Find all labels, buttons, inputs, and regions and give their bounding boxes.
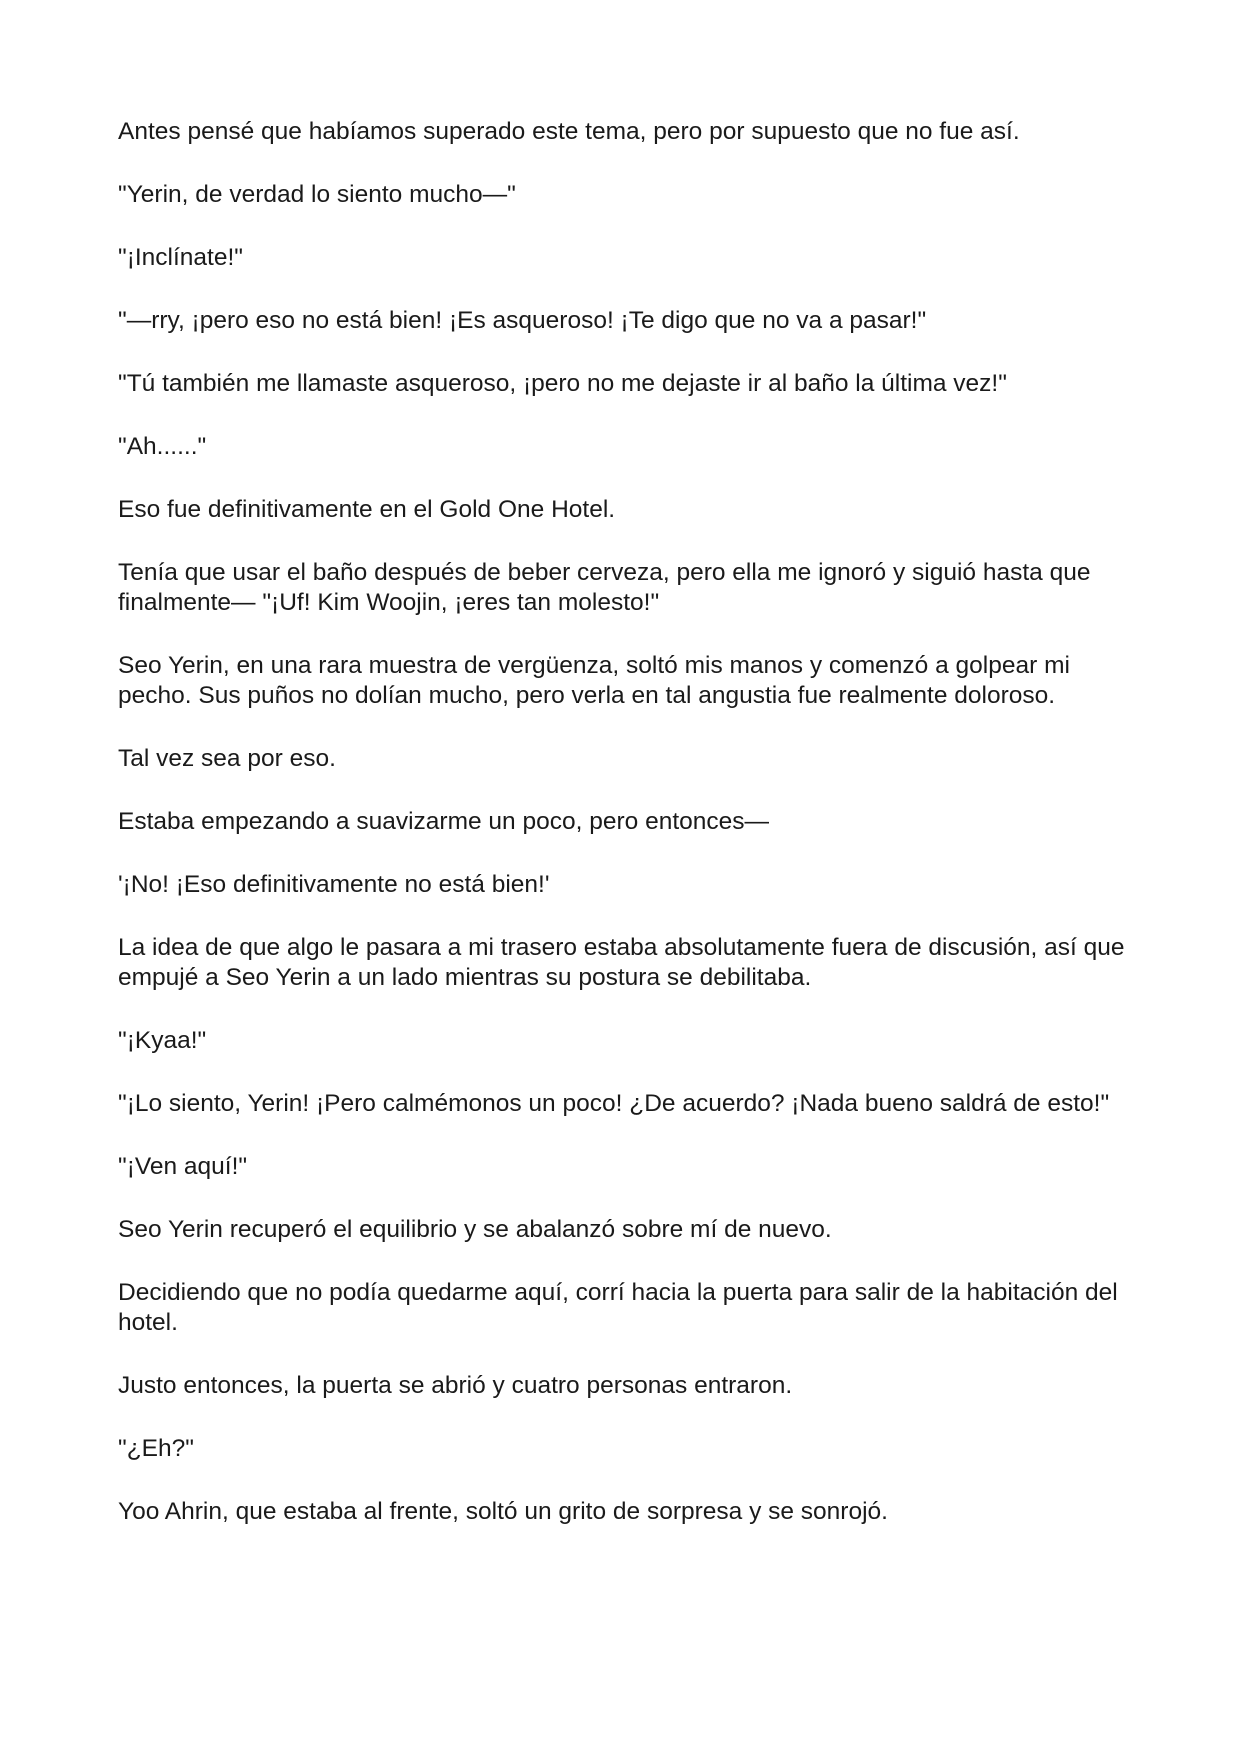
document-body <box>118 117 1128 1560</box>
paragraph-11: Estaba empezando a suavizarme un poco, pero entonces— <box>118 808 770 835</box>
paragraph-1: Antes pensé que habíamos superado este tema, pero por supuesto que no fue así. <box>118 118 1020 145</box>
paragraph-18: Decidiendo que no podía quedarme aquí, corrí hacia la puerta para salir de la habitación del hotel. <box>118 1279 1118 1336</box>
paragraph-16: "¡Ven aquí!" <box>118 1153 248 1180</box>
paragraph-7: Eso fue definitivamente en el Gold One Hotel. <box>118 496 616 523</box>
paragraph-3: "¡Inclínate!" <box>118 244 243 271</box>
paragraph-21: Yoo Ahrin, que estaba al frente, soltó un grito de sorpresa y se sonrojó. <box>118 1498 888 1525</box>
paragraph-4: "—rry, ¡pero eso no está bien! ¡Es asqueroso! ¡Te digo que no va a pasar!" <box>118 307 927 334</box>
paragraph-14: "¡Kyaa!" <box>118 1027 207 1054</box>
paragraph-10: Tal vez sea por eso. <box>118 745 336 772</box>
paragraph-9: Seo Yerin, en una rara muestra de vergüenza, soltó mis manos y comenzó a golpear mi pecho. Sus puños no dolían mucho, pero verla en tal angustia fue realmente doloroso. <box>118 652 1070 709</box>
paragraph-15: "¡Lo siento, Yerin! ¡Pero calmémonos un poco! ¿De acuerdo? ¡Nada bueno saldrá de esto!" <box>118 1090 1110 1117</box>
paragraph-19: Justo entonces, la puerta se abrió y cuatro personas entraron. <box>118 1372 793 1399</box>
paragraph-20: "¿Eh?" <box>118 1435 194 1462</box>
paragraph-8: Tenía que usar el baño después de beber cerveza, pero ella me ignoró y siguió hasta que finalmente— "¡Uf! Kim Woojin, ¡eres tan molesto!" <box>118 559 1091 616</box>
paragraph-5: "Tú también me llamaste asqueroso, ¡pero no me dejaste ir al baño la última vez!" <box>118 370 1007 397</box>
paragraph-13: La idea de que algo le pasara a mi trasero estaba absolutamente fuera de discusión, así que empujé a Seo Yerin a un lado mientras su postura se debilitaba. <box>118 934 1125 991</box>
paragraph-6: "Ah......" <box>118 433 207 460</box>
paragraph-2: "Yerin, de verdad lo siento mucho—" <box>118 181 516 208</box>
paragraph-12: '¡No! ¡Eso definitivamente no está bien!' <box>118 871 550 898</box>
paragraph-17: Seo Yerin recuperó el equilibrio y se abalanzó sobre mí de nuevo. <box>118 1216 832 1243</box>
